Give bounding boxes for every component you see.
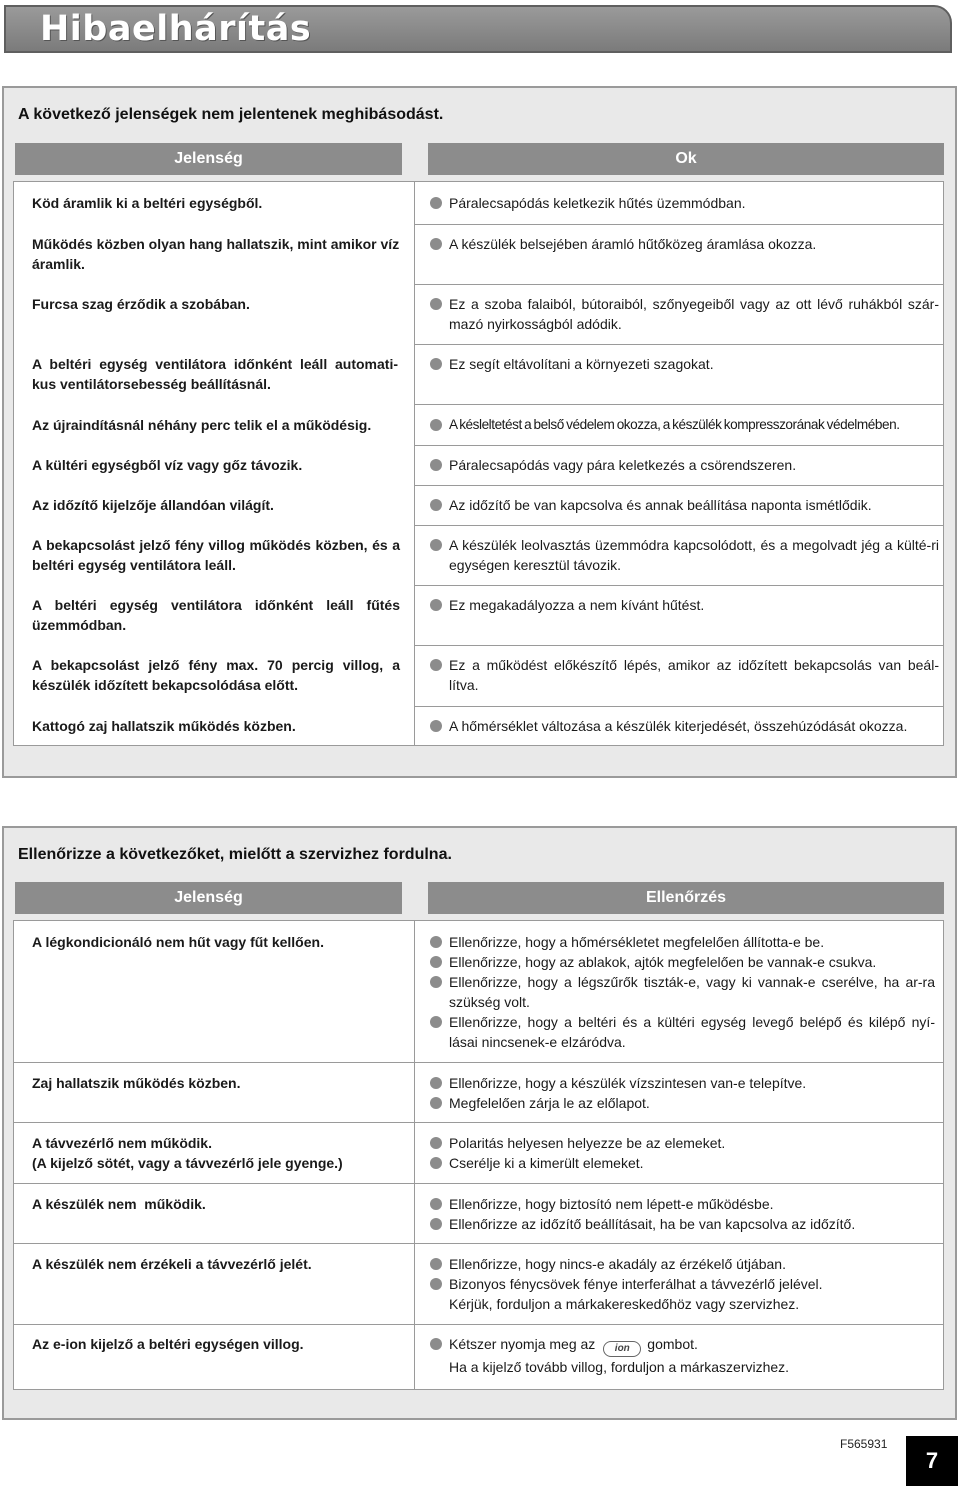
check-item [449, 1012, 935, 1052]
symptom-text: A készülék nem érzékeli a távvezérlő jelét. [32, 1256, 312, 1272]
check-text: Ellenőrizze az időzítő beállításait, ha be van kapcsolva az időzítő. [449, 1216, 856, 1232]
symptom-text: Az időzítő kijelzője állandóan világít. [32, 497, 274, 513]
bullet-icon [430, 358, 442, 370]
row-separator [13, 1324, 944, 1325]
row-separator [414, 585, 944, 586]
check-item [449, 932, 935, 952]
check-item [449, 952, 935, 972]
row-separator [414, 344, 944, 345]
symptom-text: Furcsa szag érződik a szobában. [32, 296, 250, 312]
check-list [449, 1133, 935, 1173]
check-list [449, 1194, 935, 1234]
bullet-icon [430, 298, 442, 310]
bullet-icon [430, 1218, 442, 1230]
cause-item [449, 193, 937, 213]
cause-item [449, 234, 937, 254]
symptom-text: A készülék nem működik. [32, 1196, 206, 1212]
cause-item [449, 415, 944, 435]
cause-item [449, 354, 937, 374]
check-text: Bizonyos fénycsövek fénye interferálhat a távvezérlő jelével. [449, 1276, 823, 1292]
check-text: Kétszer nyomja meg az [449, 1336, 596, 1352]
cause-text: Páralecsapódás vagy pára keletkezés a csörendszeren. [449, 457, 797, 473]
bullet-icon [430, 1198, 442, 1210]
row-separator [13, 1062, 944, 1063]
check-item [449, 1214, 935, 1234]
check-item [449, 1274, 935, 1294]
section2-divider [414, 920, 415, 1390]
check-item [449, 1254, 935, 1274]
bullet-icon [430, 976, 442, 988]
bullet-icon [430, 659, 442, 671]
row-separator [414, 284, 944, 285]
bullet-icon [430, 1157, 442, 1169]
check-text: Ellenőrizze, hogy nincs-e akadály az érzékelő útjában. [449, 1256, 786, 1272]
col-head-symptom: Jelenség [15, 143, 402, 175]
cause-text: A késleltetést a belső védelem okozza, a készülék kompresszorának védelmében. [449, 417, 900, 432]
symptom-text: Zaj hallatszik működés közben. [32, 1075, 241, 1091]
row-separator [414, 706, 944, 707]
symptom-text: A kültéri egységből víz vagy gőz távozik. [32, 457, 303, 473]
section1-divider [414, 181, 415, 746]
check-list [449, 932, 935, 1052]
title-bar [4, 5, 952, 53]
bullet-icon [430, 1137, 442, 1149]
check-text: Cserélje ki a kimerült elemeket. [449, 1155, 644, 1171]
symptom-text: A beltéri egység ventilátora időnként leáll automati-kus ventilátorsebesség beállításnál. [32, 356, 398, 392]
row-separator [13, 1183, 944, 1184]
bullet-icon [430, 539, 442, 551]
check-text: gombot. [647, 1336, 698, 1352]
cause-text: Ez megakadályozza a nem kívánt hűtést. [449, 597, 705, 613]
symptom-text: Az újraindításnál néhány perc telik el a működésig. [32, 417, 372, 433]
check-item [449, 1153, 935, 1173]
cause-text: A készülék leolvasztás üzemmódra kapcsolódott, és a megolvadt jég a külté-ri egységen keresztül távozik. [449, 537, 939, 573]
row-separator [414, 404, 944, 405]
check-text: Megfelelően zárja le az előlapot. [449, 1095, 650, 1111]
cause-item [449, 595, 937, 615]
check-text: Ellenőrizze, hogy a készülék vízszintesen van-e telepítve. [449, 1075, 807, 1091]
bullet-icon [430, 238, 442, 250]
bullet-icon [430, 1077, 442, 1089]
bullet-icon [430, 197, 442, 209]
check-text: Ellenőrizze, hogy a hőmérsékletet megfelelően állította-e be. [449, 934, 825, 950]
check-list [449, 1254, 935, 1314]
col-head-cause: Ok [428, 143, 944, 175]
check-text: Ellenőrizze, hogy biztosító nem lépett-e működésbe. [449, 1196, 774, 1212]
bullet-icon [430, 936, 442, 948]
cause-text: Ez a szoba falaiból, bútoraiból, szőnyegeiből vagy az ott lévő ruhákból szár-mazó nyirkosságból adódik. [449, 296, 939, 332]
ion-button-icon: ion [603, 1341, 641, 1357]
bullet-icon [430, 1016, 442, 1028]
symptom-text: Kattogó zaj hallatszik működés közben. [32, 718, 296, 734]
symptom-text: A távvezérlő nem működik. [32, 1135, 212, 1151]
cause-item [449, 455, 937, 475]
check-extra: Kérjük, forduljon a márkakereskedőhöz vagy szervizhez. [449, 1296, 800, 1312]
symptom-text: A légkondicionáló nem hűt vagy fűt kellően. [32, 934, 324, 950]
check-list [449, 1334, 935, 1377]
check-text: Ellenőrizze, hogy a beltéri és a kültéri egység levegő belépő és kilépő nyí-lásai nincsenek-e elzáródva. [449, 1014, 935, 1050]
cause-text: Páralecsapódás keletkezik hűtés üzemmódban. [449, 195, 746, 211]
cause-text: A hőmérséklet változása a készülék kiterjedését, összehúzódását okozza. [449, 718, 908, 734]
bullet-icon [430, 419, 442, 431]
check-item [449, 972, 935, 1012]
cause-text: Az időzítő be van kapcsolva és annak beállítása naponta ismétlődik. [449, 497, 872, 513]
check-list [449, 1073, 935, 1113]
page-number: 7 [906, 1436, 958, 1486]
row-separator [414, 485, 944, 486]
cause-item [449, 655, 939, 695]
cause-text: Ez a működést előkészítő lépés, amikor az időzített bekapcsolás van beál-lítva. [449, 657, 939, 693]
bullet-icon [430, 599, 442, 611]
bullet-icon [430, 956, 442, 968]
check-extra: Ha a kijelző tovább villog, forduljon a márkaszervizhez. [449, 1359, 790, 1375]
row-separator [414, 645, 944, 646]
row-separator [414, 525, 944, 526]
check-text: Ellenőrizze, hogy az ablakok, ajtók megfelelően be vannak-e csukva. [449, 954, 877, 970]
check-item [449, 1093, 935, 1113]
check-text: Polaritás helyesen helyezze be az elemeket. [449, 1135, 726, 1151]
symptom-text: Az e-ion kijelző a beltéri egységen villog. [32, 1336, 304, 1352]
cause-item [449, 535, 939, 575]
bullet-icon [430, 720, 442, 732]
bullet-icon [430, 499, 442, 511]
bullet-icon [430, 1278, 442, 1290]
bullet-icon [430, 1338, 442, 1350]
cause-item [449, 294, 939, 334]
row-separator [414, 445, 944, 446]
cause-item [449, 716, 939, 736]
symptom-text: Működés közben olyan hang hallatszik, mint amikor víz áramlik. [32, 236, 400, 272]
row-separator [13, 1243, 944, 1244]
bullet-icon [430, 459, 442, 471]
check-item [449, 1334, 935, 1357]
cause-item [449, 495, 937, 515]
check-item [449, 1194, 935, 1214]
bullet-icon [430, 1258, 442, 1270]
section1-heading: A következő jelenségek nem jelentenek meghibásodást. [18, 106, 444, 123]
cause-text: A készülék belsejében áramló hűtőközeg áramlása okozza. [449, 236, 817, 252]
row-separator [13, 1122, 944, 1123]
symptom-text: Köd áramlik ki a beltéri egységből. [32, 195, 263, 211]
cause-text: Ez segít eltávolítani a környezeti szagokat. [449, 356, 714, 372]
symptom-text: (A kijelző sötét, vagy a távvezérlő jele gyenge.) [32, 1155, 343, 1171]
check-item [449, 1133, 935, 1153]
bullet-icon [430, 1097, 442, 1109]
symptom-text: A bekapcsolást jelző fény villog működés közben, és a beltéri egység ventilátora leáll. [32, 537, 400, 573]
check-item [449, 1073, 935, 1093]
check-text: Ellenőrizze, hogy a légszűrők tiszták-e, vagy ki vannak-e cserélve, ha ar-ra szükség volt. [449, 974, 935, 1010]
symptom-text: A bekapcsolást jelző fény max. 70 percig villog, a készülék időzített bekapcsolódása előtt. [32, 657, 400, 693]
symptom-text: A beltéri egység ventilátora időnként leáll fűtés üzemmódban. [32, 597, 400, 633]
col-head-symptom: Jelenség [15, 882, 402, 914]
page-title: Hibaelhárítás [40, 9, 312, 49]
row-separator [414, 224, 944, 225]
col-head-check: Ellenőrzés [428, 882, 944, 914]
section2-heading: Ellenőrizze a következőket, mielőtt a szervizhez fordulna. [18, 846, 452, 863]
document-code: F565931 [840, 1437, 888, 1451]
